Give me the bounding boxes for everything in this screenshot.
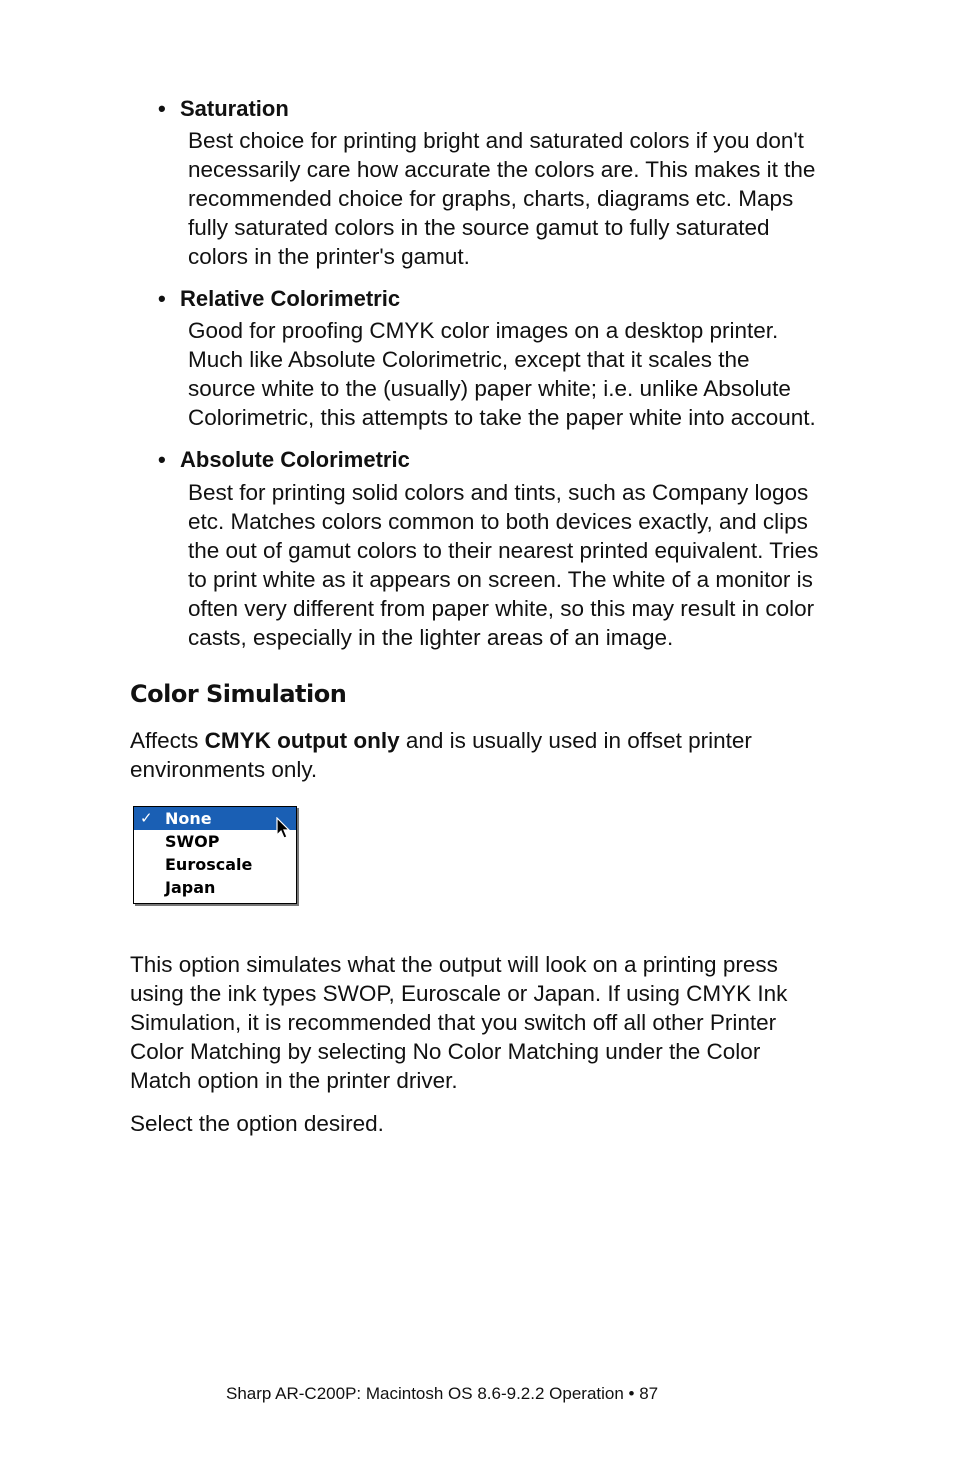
bullet-description xyxy=(188,316,858,432)
bullet-relative-colorimetric xyxy=(158,284,858,432)
checkmark-icon: ✓ xyxy=(140,809,153,827)
menu-item-euroscale[interactable] xyxy=(134,853,296,876)
page-footer: Sharp AR-C200P: Macintosh OS 8.6-9.2.2 Operation • 87 xyxy=(226,1384,659,1403)
bullet-point: • xyxy=(158,96,166,121)
text-line: Colorimetric, this attempts to take the paper white into account. xyxy=(188,405,816,430)
bullet-point: • xyxy=(158,447,166,472)
instruction-text: Select the option desired. xyxy=(130,1111,384,1136)
menu-item-japan[interactable] xyxy=(134,876,296,899)
text-line: often very different from paper white, so this may result in color xyxy=(188,596,815,621)
text-line: to print white as it appears on screen. The white of a monitor is xyxy=(188,567,813,592)
bullet-saturation xyxy=(158,94,858,271)
text-line: Good for proofing CMYK color images on a desktop printer. xyxy=(188,318,779,343)
text-line: Color Matching by selecting No Color Matching under the Color xyxy=(130,1039,761,1064)
text-line: using the ink types SWOP, Euroscale or Japan. If using CMYK Ink xyxy=(130,981,788,1006)
menu-item-label: Euroscale xyxy=(165,855,253,874)
text-line: the out of gamut colors to their nearest printed equivalent. Tries xyxy=(188,538,819,563)
bullet-point: • xyxy=(158,286,166,311)
text-line: source white to the (usually) paper white; i.e. unlike Absolute xyxy=(188,376,791,401)
bullet-absolute-colorimetric xyxy=(158,445,858,652)
bullet-description xyxy=(188,478,858,652)
intro-emphasis: CMYK output only xyxy=(204,728,400,753)
text-line: recommended choice for graphs, charts, diagrams etc. Maps xyxy=(188,186,794,211)
text-line xyxy=(130,726,850,755)
section-title: Color Simulation xyxy=(130,680,347,708)
text-line: Much like Absolute Colorimetric, except that it scales the xyxy=(188,347,750,372)
text-line: Best for printing solid colors and tints, such as Company logos xyxy=(188,480,809,505)
bullet-title: Relative Colorimetric xyxy=(180,286,401,311)
bullet-heading xyxy=(158,284,858,313)
text-line: Best choice for printing bright and saturated colors if you don't xyxy=(188,128,804,153)
bullet-title: Absolute Colorimetric xyxy=(180,447,410,472)
menu-item-label: SWOP xyxy=(165,832,220,851)
bullet-title: Saturation xyxy=(180,96,289,121)
bullet-heading xyxy=(158,94,858,123)
bullet-description xyxy=(188,126,858,271)
text-line: Simulation, it is recommended that you switch off all other Printer xyxy=(130,1010,777,1035)
text-line: colors in the printer's gamut. xyxy=(188,244,470,269)
text-line: Match option in the printer driver. xyxy=(130,1068,458,1093)
text-line: casts, especially in the lighter areas of an image. xyxy=(188,625,674,650)
menu-item-label: Japan xyxy=(165,878,216,897)
description-paragraph xyxy=(130,950,850,1095)
mouse-pointer-icon xyxy=(276,817,292,841)
text-line: environments only. xyxy=(130,757,318,782)
menu-item-swop[interactable] xyxy=(134,830,296,853)
text-line: fully saturated colors in the source gamut to fully saturated xyxy=(188,215,770,240)
intro-prefix: Affects xyxy=(130,728,205,753)
bullet-heading xyxy=(158,445,858,474)
text-line: etc. Matches colors common to both devices exactly, and clips xyxy=(188,509,808,534)
menu-item-none[interactable] xyxy=(134,807,296,830)
text-line: necessarily care how accurate the colors are. This makes it the xyxy=(188,157,816,182)
intro-paragraph xyxy=(130,726,850,784)
intro-suffix: and is usually used in offset printer xyxy=(399,728,752,753)
text-line: This option simulates what the output will look on a printing press xyxy=(130,952,778,977)
color-simulation-menu[interactable] xyxy=(133,806,297,904)
menu-item-label: None xyxy=(165,809,212,828)
